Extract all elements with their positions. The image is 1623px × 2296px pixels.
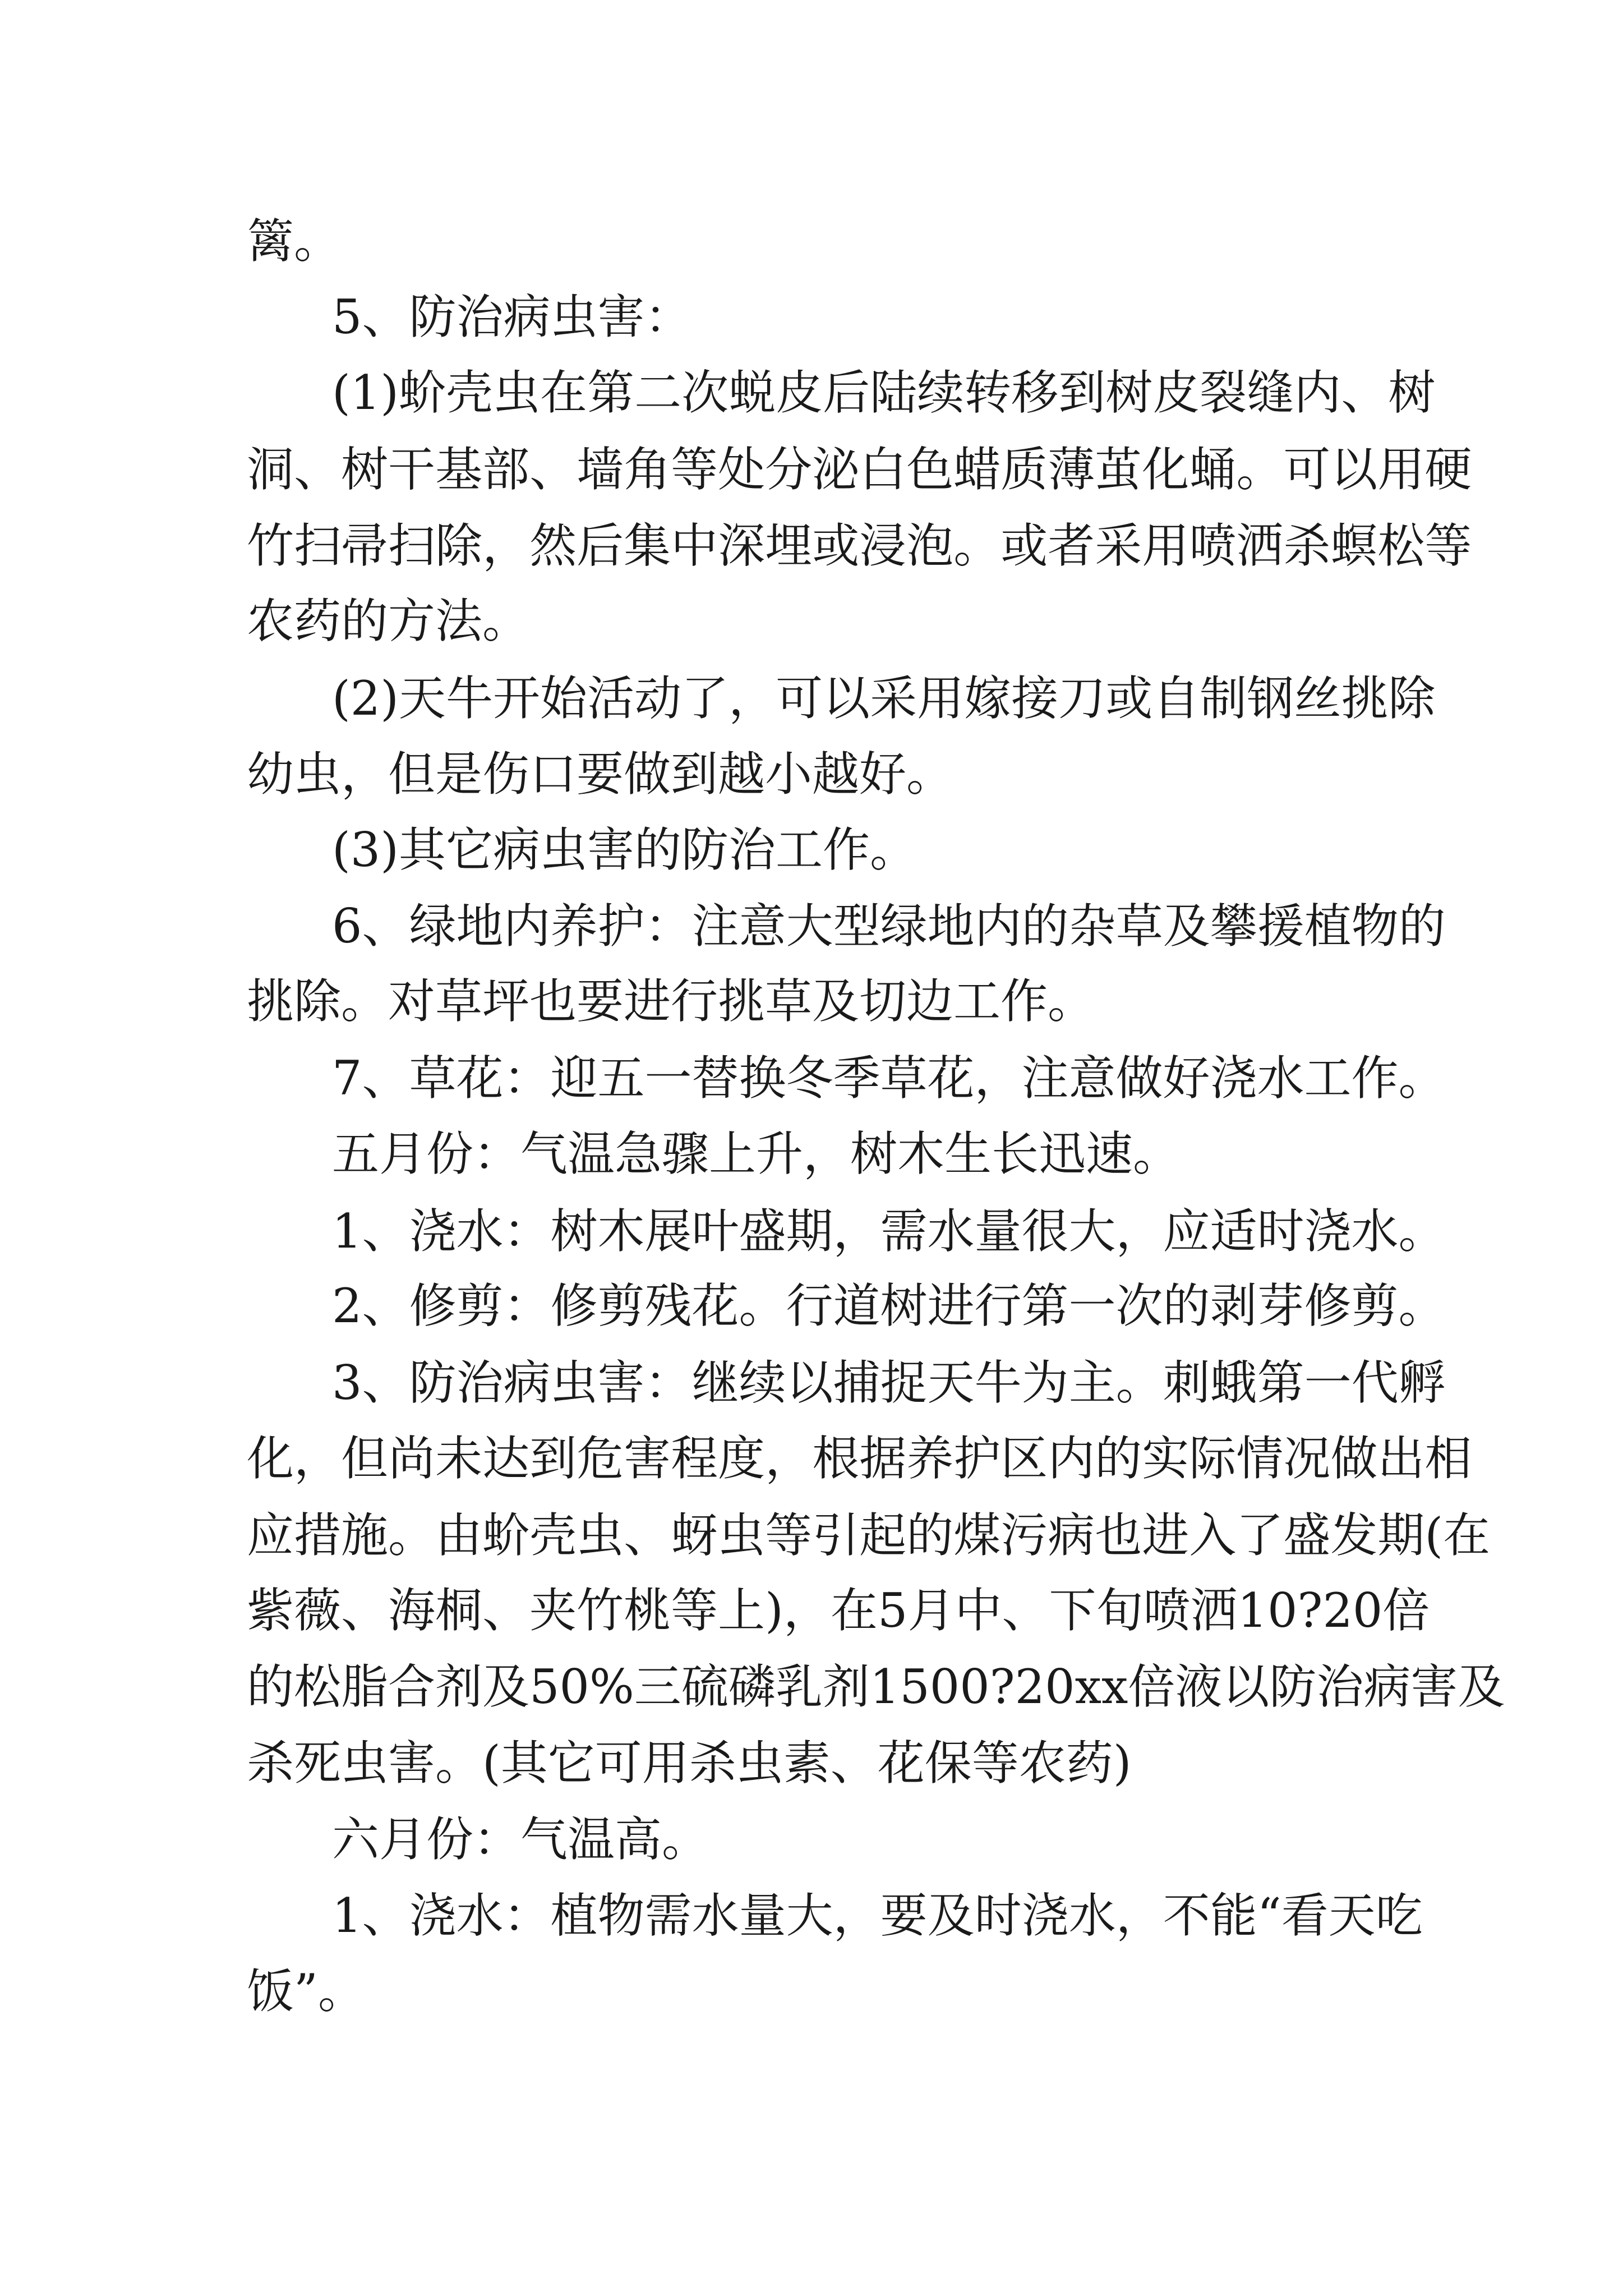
- text-glyph: 松: [1377, 518, 1425, 573]
- text-glyph: 但: [341, 1431, 389, 1486]
- text-glyph: 壳: [446, 365, 494, 420]
- text-glyph: 采: [1095, 518, 1142, 573]
- text-glyph: 到: [529, 1431, 577, 1486]
- text-glyph: 及: [1458, 1659, 1505, 1714]
- text-glyph: 后: [577, 518, 624, 573]
- text-glyph: 应: [247, 1508, 294, 1563]
- text-glyph: 丝: [1294, 671, 1341, 726]
- text-glyph: 接: [1011, 671, 1059, 726]
- text-line-2: 5、防治病虫害：: [332, 289, 692, 344]
- text-glyph: “: [1257, 1888, 1281, 1943]
- text-glyph: 吃: [1375, 1888, 1423, 1943]
- text-glyph: 钢: [1247, 671, 1294, 726]
- text-glyph: 绿: [409, 899, 457, 954]
- text-glyph: 液: [1175, 1659, 1223, 1714]
- text-glyph: 用: [1377, 442, 1425, 497]
- text-glyph: 时: [974, 1888, 1022, 1943]
- text-glyph: 埋: [765, 518, 813, 573]
- text-glyph: 孵: [1398, 1355, 1446, 1410]
- text-glyph: 基: [435, 442, 483, 497]
- text-line-5: [0, 515, 1623, 577]
- text-glyph: 制: [1200, 671, 1247, 726]
- text-glyph: ，: [833, 1888, 880, 1943]
- text-glyph: 除: [435, 518, 483, 573]
- text-glyph: 深: [718, 518, 766, 573]
- text-glyph: 污: [1000, 1508, 1048, 1563]
- text-glyph: 为: [1021, 1355, 1069, 1410]
- text-glyph: 干: [388, 442, 436, 497]
- text-glyph: 程: [671, 1431, 718, 1486]
- text-glyph: 、: [362, 1888, 409, 1943]
- text-glyph: 可: [1283, 442, 1331, 497]
- text-line-6: 农药的方法。: [247, 593, 530, 648]
- text-glyph: 分: [765, 442, 813, 497]
- text-line-22: 六月份：气温高。: [332, 1812, 709, 1867]
- text-glyph: 根: [812, 1431, 860, 1486]
- text-glyph: 洞: [247, 442, 294, 497]
- text-glyph: 内: [1294, 365, 1341, 420]
- text-glyph: 际: [1189, 1431, 1237, 1486]
- text-glyph: 50%: [529, 1659, 634, 1714]
- text-glyph: 剂: [435, 1659, 483, 1714]
- text-glyph: 一: [1304, 1355, 1352, 1410]
- text-glyph: 松: [294, 1659, 342, 1714]
- text-glyph: 代: [1351, 1355, 1399, 1410]
- text-glyph: 合: [388, 1659, 436, 1714]
- text-glyph: 防: [409, 1355, 457, 1410]
- text-glyph: 等: [765, 1508, 813, 1563]
- text-line-15: 2、修剪：修剪残花。行道树进行第一次的剥芽修剪。: [332, 1278, 1446, 1333]
- text-glyph: 由: [435, 1508, 483, 1563]
- text-glyph: 洒: [1236, 518, 1284, 573]
- text-glyph: 达: [482, 1431, 530, 1486]
- text-glyph: 浇: [1021, 1888, 1069, 1943]
- text-line-11: 挑除。对草坪也要进行挑草及切边工作。: [247, 974, 1095, 1029]
- text-glyph: 起: [859, 1508, 907, 1563]
- text-line-8: 幼虫，但是伤口要做到越小越好。: [247, 747, 954, 802]
- text-line-9: (3)其它病虫害的防治工作。: [332, 822, 917, 877]
- text-glyph: 可: [776, 671, 823, 726]
- text-glyph: 泌: [812, 442, 860, 497]
- text-glyph: 薇: [294, 1583, 342, 1638]
- text-glyph: (2): [332, 671, 399, 726]
- text-glyph: 护: [597, 899, 645, 954]
- text-glyph: 扫: [294, 518, 342, 573]
- text-glyph: 色: [906, 442, 954, 497]
- text-glyph: 树: [1388, 365, 1436, 420]
- text-glyph: 不: [1163, 1888, 1210, 1943]
- text-line-16: [0, 1352, 1623, 1414]
- text-glyph: 白: [859, 442, 907, 497]
- text-glyph: 在: [830, 1583, 878, 1638]
- text-glyph: 蜡: [953, 442, 1001, 497]
- text-glyph: 天: [1328, 1888, 1376, 1943]
- text-glyph: 用: [1142, 518, 1189, 573]
- text-glyph: 硫: [681, 1659, 728, 1714]
- text-glyph: 、: [482, 1583, 530, 1638]
- text-glyph: 以: [823, 671, 870, 726]
- text-glyph: 、: [529, 442, 577, 497]
- text-glyph: 。: [388, 1508, 436, 1563]
- text-glyph: 内: [503, 899, 551, 954]
- text-glyph: 蚧: [482, 1508, 530, 1563]
- text-glyph: 硬: [1424, 442, 1472, 497]
- text-glyph: 茧: [1095, 442, 1142, 497]
- text-glyph: 中: [671, 518, 718, 573]
- text-glyph: 需: [644, 1888, 692, 1943]
- text-glyph: 期: [1377, 1508, 1425, 1563]
- text-glyph: ，: [1115, 1888, 1163, 1943]
- text-glyph: 或: [812, 518, 860, 573]
- text-glyph: 续: [917, 365, 965, 420]
- text-line-7: [0, 668, 1623, 729]
- text-glyph: 了: [681, 671, 729, 726]
- text-glyph: 继: [691, 1355, 739, 1410]
- text-glyph: 移: [1011, 365, 1059, 420]
- text-glyph: 螟: [1330, 518, 1378, 573]
- text-glyph: 了: [1236, 1508, 1284, 1563]
- text-glyph: 续: [739, 1355, 786, 1410]
- text-glyph: 及: [482, 1659, 530, 1714]
- text-glyph: 化: [1142, 442, 1189, 497]
- text-glyph: 下: [1049, 1583, 1096, 1638]
- text-glyph: ：: [644, 899, 692, 954]
- text-glyph: 病: [1048, 1508, 1095, 1563]
- text-glyph: 意: [739, 899, 786, 954]
- text-glyph: (: [1424, 1508, 1444, 1563]
- text-line-10: [0, 895, 1623, 957]
- text-glyph: 虫: [493, 365, 541, 420]
- text-glyph: 护: [953, 1431, 1001, 1486]
- text-glyph: 第: [587, 365, 635, 420]
- text-glyph: 养: [550, 899, 598, 954]
- text-glyph: 树: [1105, 365, 1153, 420]
- text-glyph: 的: [1095, 1431, 1142, 1486]
- text-glyph: 中: [955, 1583, 1002, 1638]
- text-line-18: [0, 1504, 1623, 1566]
- text-glyph: 缝: [1247, 365, 1294, 420]
- text-glyph: 桐: [435, 1583, 483, 1638]
- text-line-23: [0, 1885, 1623, 1947]
- text-glyph: 刺: [1163, 1355, 1210, 1410]
- text-glyph: 绿: [880, 899, 928, 954]
- text-glyph: 者: [1048, 518, 1095, 573]
- text-glyph: 内: [1048, 1431, 1095, 1486]
- text-glyph: 防: [1269, 1659, 1317, 1714]
- text-glyph: 内: [974, 899, 1022, 954]
- text-glyph: 入: [1189, 1508, 1237, 1563]
- text-glyph: 相: [1424, 1431, 1472, 1486]
- text-glyph: 天: [927, 1355, 975, 1410]
- text-glyph: 治: [456, 1355, 504, 1410]
- text-glyph: 未: [435, 1431, 483, 1486]
- text-glyph: 倍: [1128, 1659, 1175, 1714]
- text-glyph: ：: [644, 1355, 692, 1410]
- text-glyph: 转: [964, 365, 1012, 420]
- text-glyph: 、: [341, 1583, 389, 1638]
- text-glyph: 树: [341, 442, 389, 497]
- text-glyph: 、: [624, 1508, 671, 1563]
- text-glyph: 陆: [870, 365, 917, 420]
- text-glyph: 出: [1377, 1431, 1425, 1486]
- text-glyph: 养: [906, 1431, 954, 1486]
- text-glyph: 嫁: [964, 671, 1012, 726]
- text-glyph: 开: [493, 671, 541, 726]
- text-glyph: 水: [456, 1888, 504, 1943]
- text-glyph: 、: [1341, 365, 1389, 420]
- text-glyph: 动: [634, 671, 682, 726]
- text-line-20: [0, 1656, 1623, 1718]
- text-glyph: 到: [1058, 365, 1106, 420]
- text-glyph: 的: [1398, 899, 1446, 954]
- text-glyph: 害: [597, 1355, 645, 1410]
- text-glyph: 三: [634, 1659, 681, 1714]
- text-glyph: 物: [1351, 899, 1399, 954]
- text-line-12: 7、草花：迎五一替换冬季草花，注意做好浇水工作。: [332, 1051, 1446, 1106]
- text-glyph: ，: [783, 1583, 831, 1638]
- text-glyph: 、: [362, 899, 409, 954]
- text-glyph: 等: [1424, 518, 1472, 573]
- text-glyph: 薄: [1048, 442, 1095, 497]
- text-glyph: 浸: [859, 518, 907, 573]
- text-glyph: 或: [1105, 671, 1153, 726]
- text-line-21: 杀死虫害。(其它可用杀虫素、花保等农药): [247, 1736, 1132, 1791]
- text-glyph: 型: [833, 899, 880, 954]
- text-glyph: 紫: [247, 1583, 294, 1638]
- text-glyph: 也: [1095, 1508, 1142, 1563]
- text-glyph: 后: [823, 365, 870, 420]
- text-glyph: 活: [587, 671, 635, 726]
- text-glyph: 皮: [1152, 365, 1200, 420]
- text-glyph: 等: [671, 1583, 718, 1638]
- text-glyph: 的: [1021, 899, 1069, 954]
- text-glyph: 害: [1410, 1659, 1458, 1714]
- text-glyph: 除: [1388, 671, 1436, 726]
- text-glyph: 植: [550, 1888, 598, 1943]
- text-glyph: ，: [765, 1431, 813, 1486]
- text-glyph: 看: [1281, 1888, 1329, 1943]
- text-glyph: ：: [503, 1888, 551, 1943]
- text-glyph: 进: [1142, 1508, 1189, 1563]
- text-line-1: 篱。: [247, 214, 342, 269]
- text-glyph: 5: [877, 1583, 908, 1638]
- text-glyph: 6: [332, 899, 362, 954]
- text-glyph: 、: [362, 1355, 409, 1410]
- text-glyph: 能: [1210, 1888, 1257, 1943]
- text-glyph: 皮: [776, 365, 823, 420]
- text-glyph: ，: [482, 518, 530, 573]
- text-glyph: 杂: [1068, 899, 1116, 954]
- text-line-24: 饭”。: [247, 1964, 365, 2019]
- text-glyph: 危: [577, 1431, 624, 1486]
- text-glyph: 竹: [577, 1583, 624, 1638]
- text-glyph: 攀: [1210, 899, 1257, 954]
- text-glyph: 蜕: [728, 365, 776, 420]
- text-glyph: 捕: [833, 1355, 880, 1410]
- text-glyph: 牛: [974, 1355, 1022, 1410]
- text-glyph: 旬: [1096, 1583, 1144, 1638]
- text-glyph: 注: [691, 899, 739, 954]
- text-glyph: 度: [718, 1431, 766, 1486]
- text-glyph: 海: [388, 1583, 436, 1638]
- text-glyph: 盛: [1283, 1508, 1331, 1563]
- text-glyph: 蚜: [671, 1508, 718, 1563]
- text-glyph: 第: [1257, 1355, 1304, 1410]
- text-glyph: 竹: [247, 518, 294, 573]
- text-line-4: [0, 439, 1623, 500]
- text-glyph: ，: [294, 1431, 342, 1486]
- text-glyph: 量: [739, 1888, 786, 1943]
- text-glyph: 据: [859, 1431, 907, 1486]
- text-glyph: 。: [953, 518, 1001, 573]
- text-glyph: 。: [1115, 1355, 1163, 1410]
- text-glyph: 裂: [1200, 365, 1247, 420]
- text-glyph: 尚: [388, 1431, 436, 1486]
- text-glyph: 况: [1283, 1431, 1331, 1486]
- text-glyph: 洒: [1190, 1583, 1238, 1638]
- text-glyph: 蚧: [399, 365, 446, 420]
- text-glyph: 主: [1068, 1355, 1116, 1410]
- text-glyph: 喷: [1143, 1583, 1191, 1638]
- text-glyph: 、: [294, 442, 342, 497]
- text-glyph: 虫: [718, 1508, 766, 1563]
- text-glyph: 病: [1363, 1659, 1411, 1714]
- text-glyph: 1: [332, 1888, 362, 1943]
- text-line-19: [0, 1580, 1623, 1641]
- text-glyph: 剂: [822, 1659, 870, 1714]
- text-glyph: 草: [1115, 899, 1163, 954]
- text-glyph: 桃: [624, 1583, 671, 1638]
- text-glyph: 要: [880, 1888, 928, 1943]
- text-glyph: 采: [870, 671, 917, 726]
- text-glyph: 害: [624, 1431, 671, 1486]
- text-glyph: 夹: [529, 1583, 577, 1638]
- text-glyph: 1500?20xx: [869, 1659, 1128, 1714]
- text-glyph: 次: [681, 365, 729, 420]
- text-glyph: 浇: [409, 1888, 457, 1943]
- text-glyph: 引: [812, 1508, 860, 1563]
- text-glyph: 喷: [1189, 518, 1237, 573]
- text-glyph: 自: [1152, 671, 1200, 726]
- text-glyph: 挑: [1341, 671, 1389, 726]
- text-glyph: 角: [624, 442, 671, 497]
- text-glyph: 煤: [953, 1508, 1001, 1563]
- text-glyph: 虫: [550, 1355, 598, 1410]
- text-glyph: ): [765, 1583, 783, 1638]
- text-glyph: 及: [927, 1888, 975, 1943]
- text-glyph: 上: [718, 1583, 766, 1638]
- text-glyph: 泡: [906, 518, 954, 573]
- text-glyph: (1): [332, 365, 399, 420]
- text-glyph: 以: [1222, 1659, 1270, 1714]
- text-glyph: 水: [691, 1888, 739, 1943]
- text-glyph: 壳: [529, 1508, 577, 1563]
- text-glyph: 处: [718, 442, 766, 497]
- text-glyph: 大: [786, 899, 833, 954]
- text-glyph: 或: [1000, 518, 1048, 573]
- text-line-13: 五月份：气温急骤上升，树木生长迅速。: [332, 1126, 1181, 1181]
- text-glyph: 蛾: [1210, 1355, 1257, 1410]
- text-glyph: 集: [624, 518, 671, 573]
- text-glyph: ，: [728, 671, 776, 726]
- text-glyph: 用: [917, 671, 965, 726]
- text-glyph: 措: [294, 1508, 342, 1563]
- text-glyph: 大: [786, 1888, 833, 1943]
- text-glyph: 情: [1236, 1431, 1284, 1486]
- text-glyph: 等: [671, 442, 718, 497]
- text-glyph: 实: [1142, 1431, 1189, 1486]
- text-glyph: 脂: [341, 1659, 389, 1714]
- text-glyph: 的: [247, 1659, 294, 1714]
- text-glyph: 然: [529, 518, 577, 573]
- text-glyph: 化: [247, 1431, 294, 1486]
- text-glyph: 植: [1304, 899, 1352, 954]
- text-glyph: 物: [597, 1888, 645, 1943]
- text-glyph: 牛: [446, 671, 494, 726]
- text-glyph: 二: [634, 365, 682, 420]
- text-glyph: 在: [1443, 1508, 1491, 1563]
- text-glyph: 质: [1000, 442, 1048, 497]
- text-glyph: 扫: [388, 518, 436, 573]
- text-glyph: 10?20: [1237, 1583, 1383, 1638]
- text-glyph: 以: [1330, 442, 1378, 497]
- text-glyph: 病: [503, 1355, 551, 1410]
- text-glyph: 墙: [577, 442, 624, 497]
- text-glyph: 的: [906, 1508, 954, 1563]
- text-glyph: 刀: [1058, 671, 1106, 726]
- text-glyph: 地: [927, 899, 975, 954]
- text-line-17: [0, 1428, 1623, 1489]
- text-glyph: 、: [1002, 1583, 1049, 1638]
- text-glyph: 。: [1236, 442, 1284, 497]
- text-glyph: 3: [332, 1355, 362, 1410]
- text-glyph: 施: [341, 1508, 389, 1563]
- text-glyph: 始: [540, 671, 588, 726]
- text-glyph: 区: [1000, 1431, 1048, 1486]
- text-glyph: 在: [540, 365, 588, 420]
- text-glyph: 发: [1330, 1508, 1378, 1563]
- text-line-14: 1、浇水：树木展叶盛期，需水量很大，应适时浇水。: [332, 1204, 1446, 1259]
- text-glyph: 帚: [341, 518, 389, 573]
- text-glyph: 以: [786, 1355, 833, 1410]
- text-glyph: 乳: [775, 1659, 823, 1714]
- text-glyph: 捉: [880, 1355, 928, 1410]
- text-glyph: 虫: [577, 1508, 624, 1563]
- text-glyph: 做: [1330, 1431, 1378, 1486]
- text-glyph: 及: [1163, 899, 1210, 954]
- text-glyph: 蛹: [1189, 442, 1237, 497]
- text-glyph: 治: [1316, 1659, 1364, 1714]
- text-glyph: 援: [1257, 899, 1304, 954]
- text-glyph: 杀: [1283, 518, 1331, 573]
- text-glyph: 水: [1068, 1888, 1116, 1943]
- text-glyph: 磷: [728, 1659, 776, 1714]
- text-glyph: 月: [907, 1583, 955, 1638]
- text-glyph: 天: [399, 671, 446, 726]
- text-glyph: 地: [456, 899, 504, 954]
- text-glyph: 部: [482, 442, 530, 497]
- text-glyph: 倍: [1382, 1583, 1430, 1638]
- text-line-3: [0, 362, 1623, 424]
